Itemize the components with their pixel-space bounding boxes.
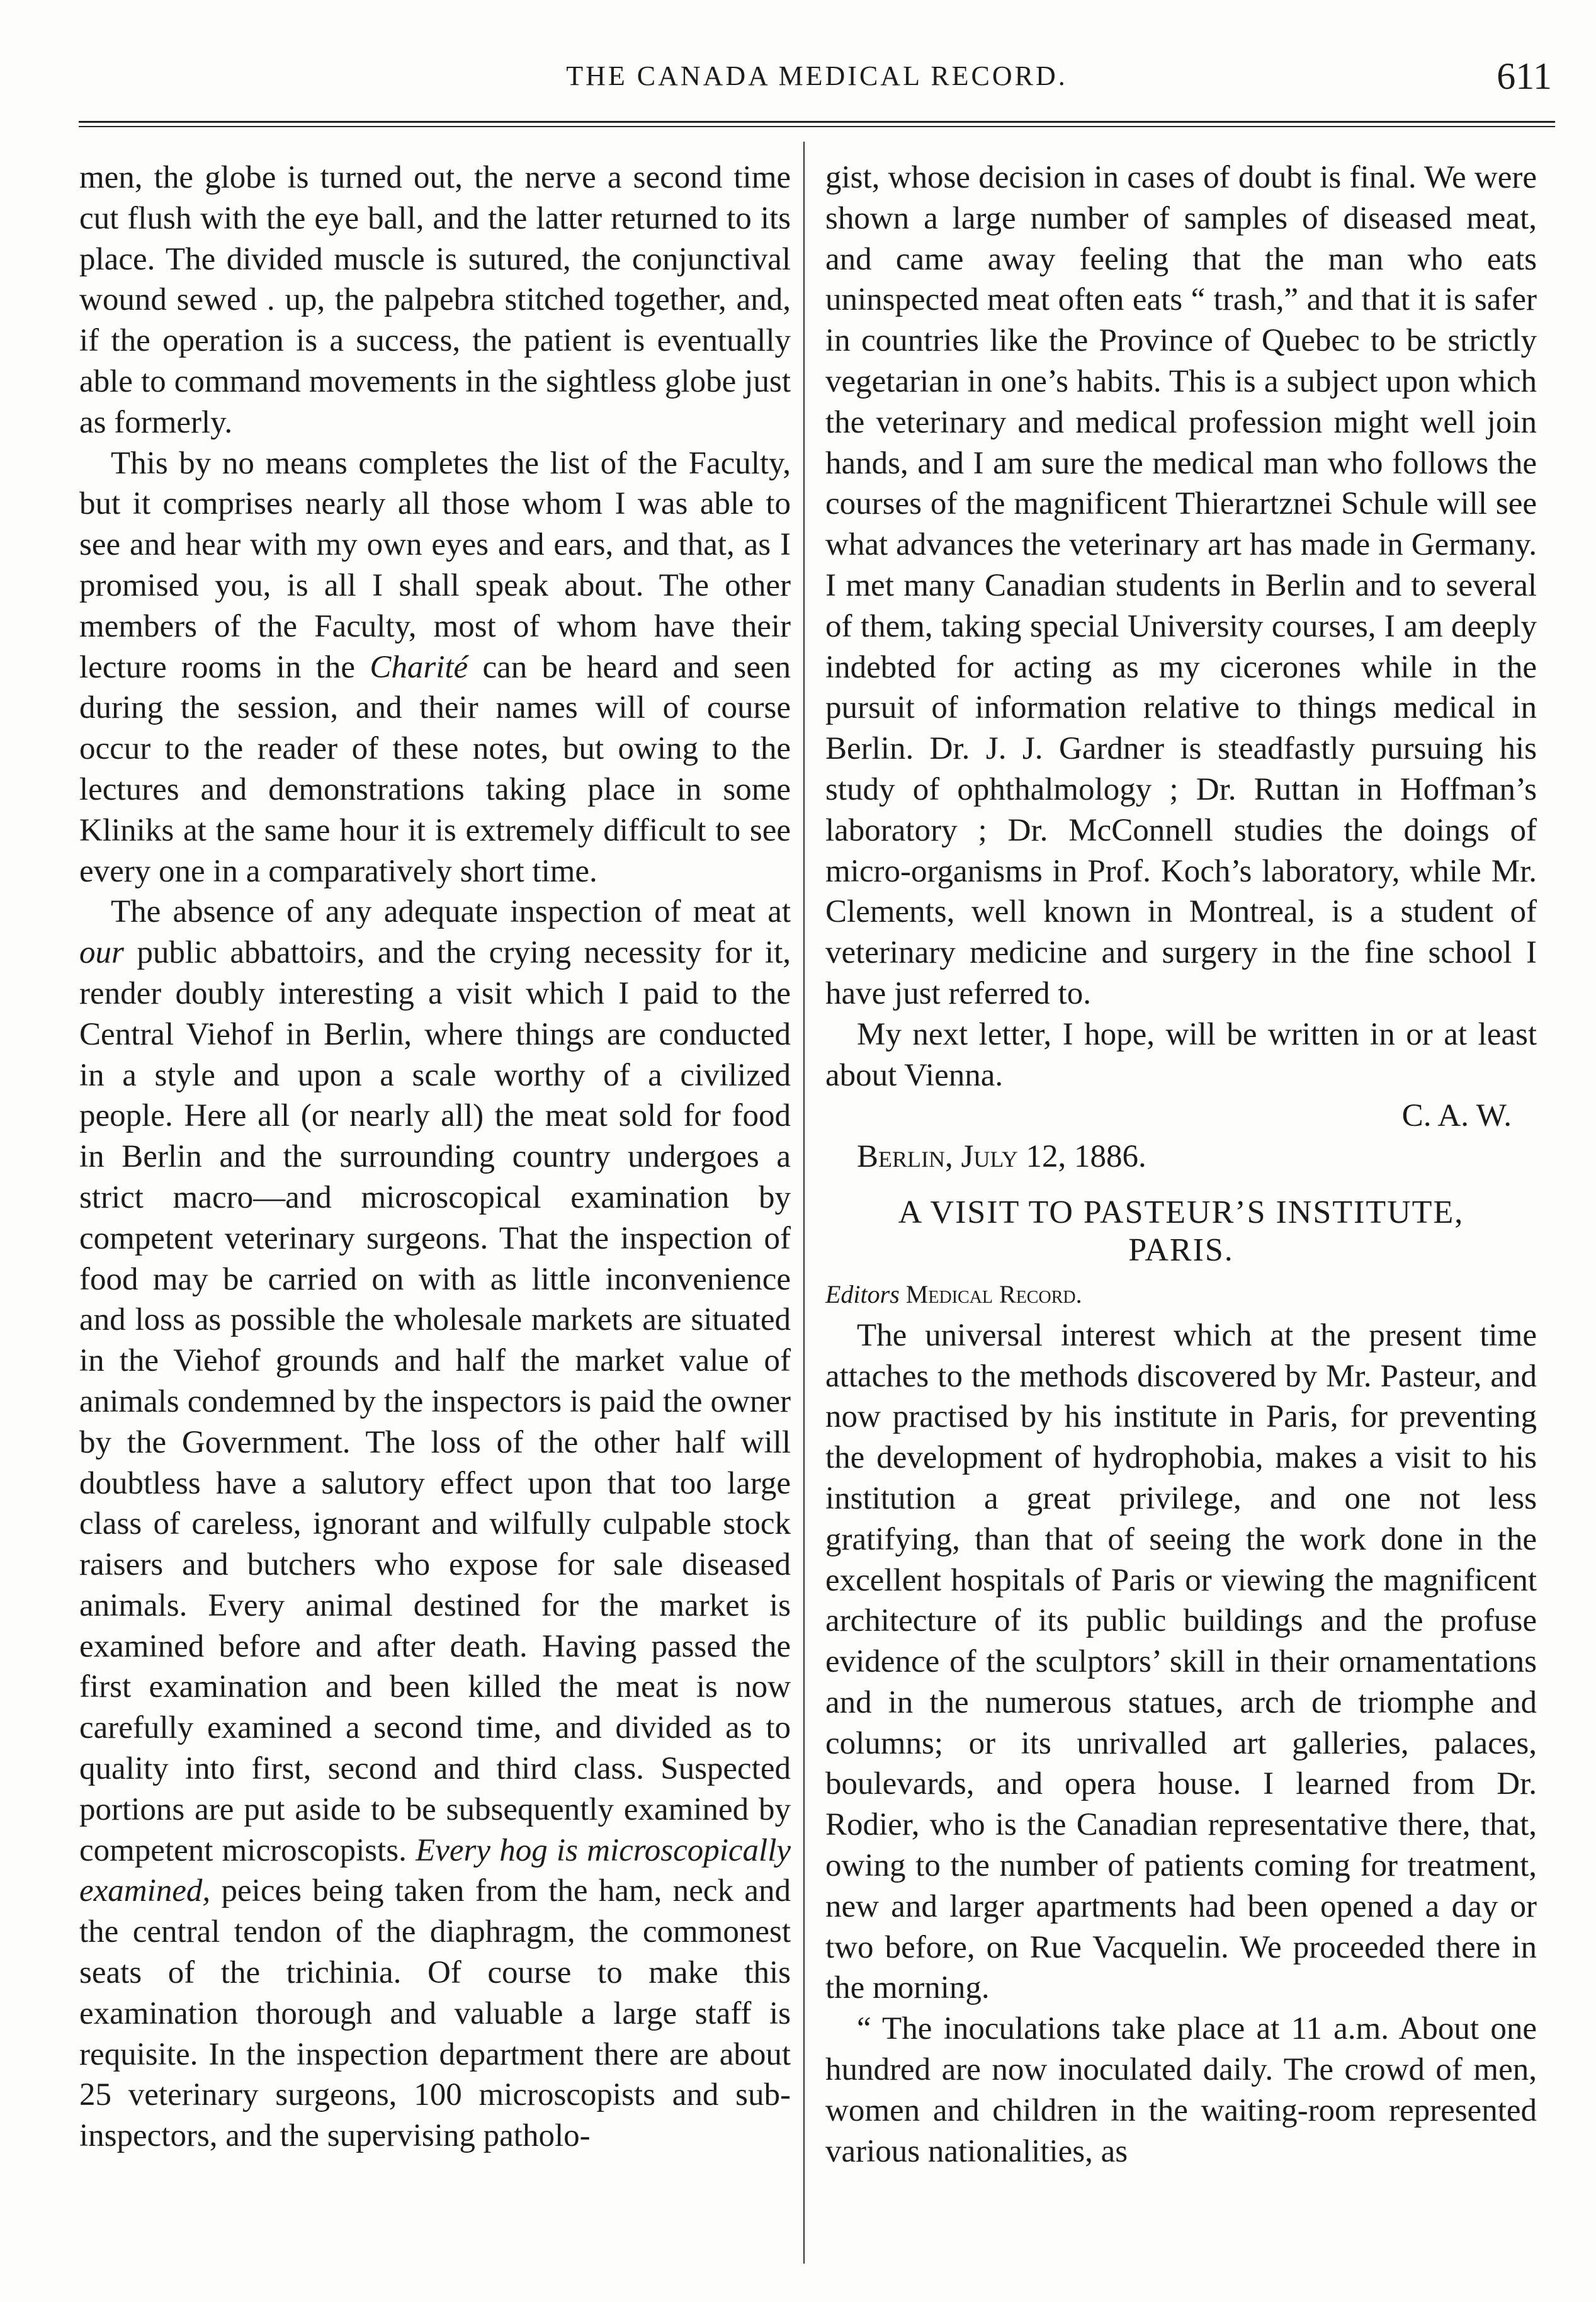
section-heading-line-2: PARIS.	[1128, 1232, 1234, 1268]
left-column	[79, 157, 791, 2157]
left-paragraph-2	[79, 443, 791, 892]
column-divider	[803, 142, 805, 2264]
page-header	[82, 55, 1552, 104]
section-heading-line-1: A VISIT TO PASTEUR’S INSTITUTE,	[898, 1194, 1464, 1230]
right-paragraph-1: gist, whose decision in cases of doubt is final. We were shown a large number of samples of diseased meat, and came away feeling that the man who eats uninspected meat often eats “ trash,” and that it is safer in countries like the Province of Quebec to be strictly vegetarian in one’s habits. This is a subject upon which the veterinary and medical profession might well join hands, and I am sure the medical man who follows the courses of the magnificent Thierartznei Schule will see what advances the veterinary art has made in Germany. I met many Canadian students in Berlin and to several of them, taking special University courses, I am deeply indebted for acting as my cicerones while in the pursuit of information relative to things medical in Berlin. Dr. J. J. Gardner is steadfastly pursuing his study of ophthalmology ; Dr. Ruttan in Hoffman’s laboratory ; Dr. McConnell studies the doings of micro-organisms in Prof. Koch’s laboratory, while Mr. Clements, well known in Montreal, is a student of veterinary medicine and surgery in the fine school I have just referred to.	[825, 160, 1537, 1011]
salutation	[825, 1274, 1537, 1315]
section-heading	[825, 1194, 1537, 1269]
left-paragraph-3-part-a: The absence of any adequate inspection of meat at	[111, 894, 791, 930]
charite-italic: Charité	[370, 649, 468, 685]
signature: C. A. W.	[1401, 1098, 1512, 1134]
salutation-italic: Editors	[825, 1279, 900, 1308]
left-paragraph-3-part-b: public abbattoirs, and the crying necessity for it, render doubly interesting a visit which I paid to the Central Viehof in Berlin, where things are conducted in a style and upon a scale worthy of a civilized people. Here all (or nearly all) the meat sold for food in Berlin and the surrounding country undergoes a strict macro—and microscopical examination by competent veterinary surgeons. That the inspection of food may be carried on with as little inconvenience and loss as possible the wholesale markets are situated in the Viehof grounds and half the market value of animals condemned by the inspectors is paid the owner by the Government. The loss of the other half will doubtless have a salutory effect upon that too large class of careless, ignorant and wilfully culpable stock raisers and butchers who expose for sale diseased animals. Every animal destined for the market is examined before and after death. Having passed the first examination and been killed the meat is now carefully examined a second time, and divided as to quality into first, second and third class. Suspected portions are put aside to be subsequently examined by competent microscopists.	[79, 935, 791, 1868]
left-paragraph-2-part-a: This by no means completes the list of the Faculty, but it comprises nearly all those whom I was able to see and hear with my own eyes and ears, and that, as I promised you, is all I shall speak about. The other members of the Faculty, most of whom have their lecture rooms in the	[79, 445, 791, 685]
salutation-rest: Medical Record.	[899, 1279, 1082, 1308]
right-paragraph-3: The universal interest which at the present time attaches to the methods discovered by Mr. Pasteur, and now practised by his institute in Paris, for preventing the development of hydrophobia, makes a visit to his institution a great privilege, and one not less gratifying, than that of seeing the work done in the excellent hospitals of Paris or viewing the magnificent architecture of its public buildings and the profuse evidence of the sculptors’ skill in their ornamentations and in the numerous statues, arch de triomphe and columns; or its unrivalled art galleries, palaces, boulevards, and opera house. I learned from Dr. Rodier, who is the Canadian representative there, that, owing to the number of patients coming for treatment, new and larger apartments had been opened a day or two before, on Rue Vacquelin. We proceeded there in the morning.	[825, 1317, 1537, 2006]
page-number: 611	[1497, 55, 1552, 97]
dateline: Berlin, July 12, 1886.	[857, 1139, 1146, 1175]
right-column	[825, 157, 1537, 2172]
header-rule-top	[79, 121, 1555, 123]
right-paragraph-2: My next letter, I hope, will be written in or at least about Vienna.	[825, 1016, 1537, 1093]
left-paragraph-3-part-c: peices being taken from the ham, neck and the central tendon of the diaphragm, the commonest seats of the trichinia. Of course to make this examination thorough and valuable a large staff is requisite. In the inspection department there are about 25 veterinary surgeons, 100 microscopists and sub-inspectors, and the supervising patholo-	[79, 1873, 791, 2154]
left-paragraph-2-part-b: can be heard and seen during the session, and their names will of course occur to the reader of these notes, but owing to the lectures and demonstrations taking place in some Kliniks at the same hour it is extremely difficult to see every one in a comparatively short time.	[79, 649, 791, 889]
right-paragraph-4: “ The inoculations take place at 11 a.m. About one hundred are now inoculated daily. The crowd of men, women and children in the waiting-room represented various nationalities, as	[825, 2011, 1537, 2169]
header-rule-bottom	[79, 126, 1555, 127]
left-paragraph-1: men, the globe is turned out, the nerve a second time cut flush with the eye ball, and the latter returned to its place. The divided muscle is sutured, the conjunctival wound sewed . up, the palpebra stitched together, and, if the operation is a success, the patient is eventually able to command movements in the sightless globe just as formerly.	[79, 160, 791, 440]
left-paragraph-3	[79, 892, 791, 2157]
our-italic: our	[79, 935, 124, 971]
journal-title: THE CANADA MEDICAL RECORD.	[566, 60, 1068, 91]
hog-italic: Every hog is microscopically examined,	[79, 1832, 791, 1909]
